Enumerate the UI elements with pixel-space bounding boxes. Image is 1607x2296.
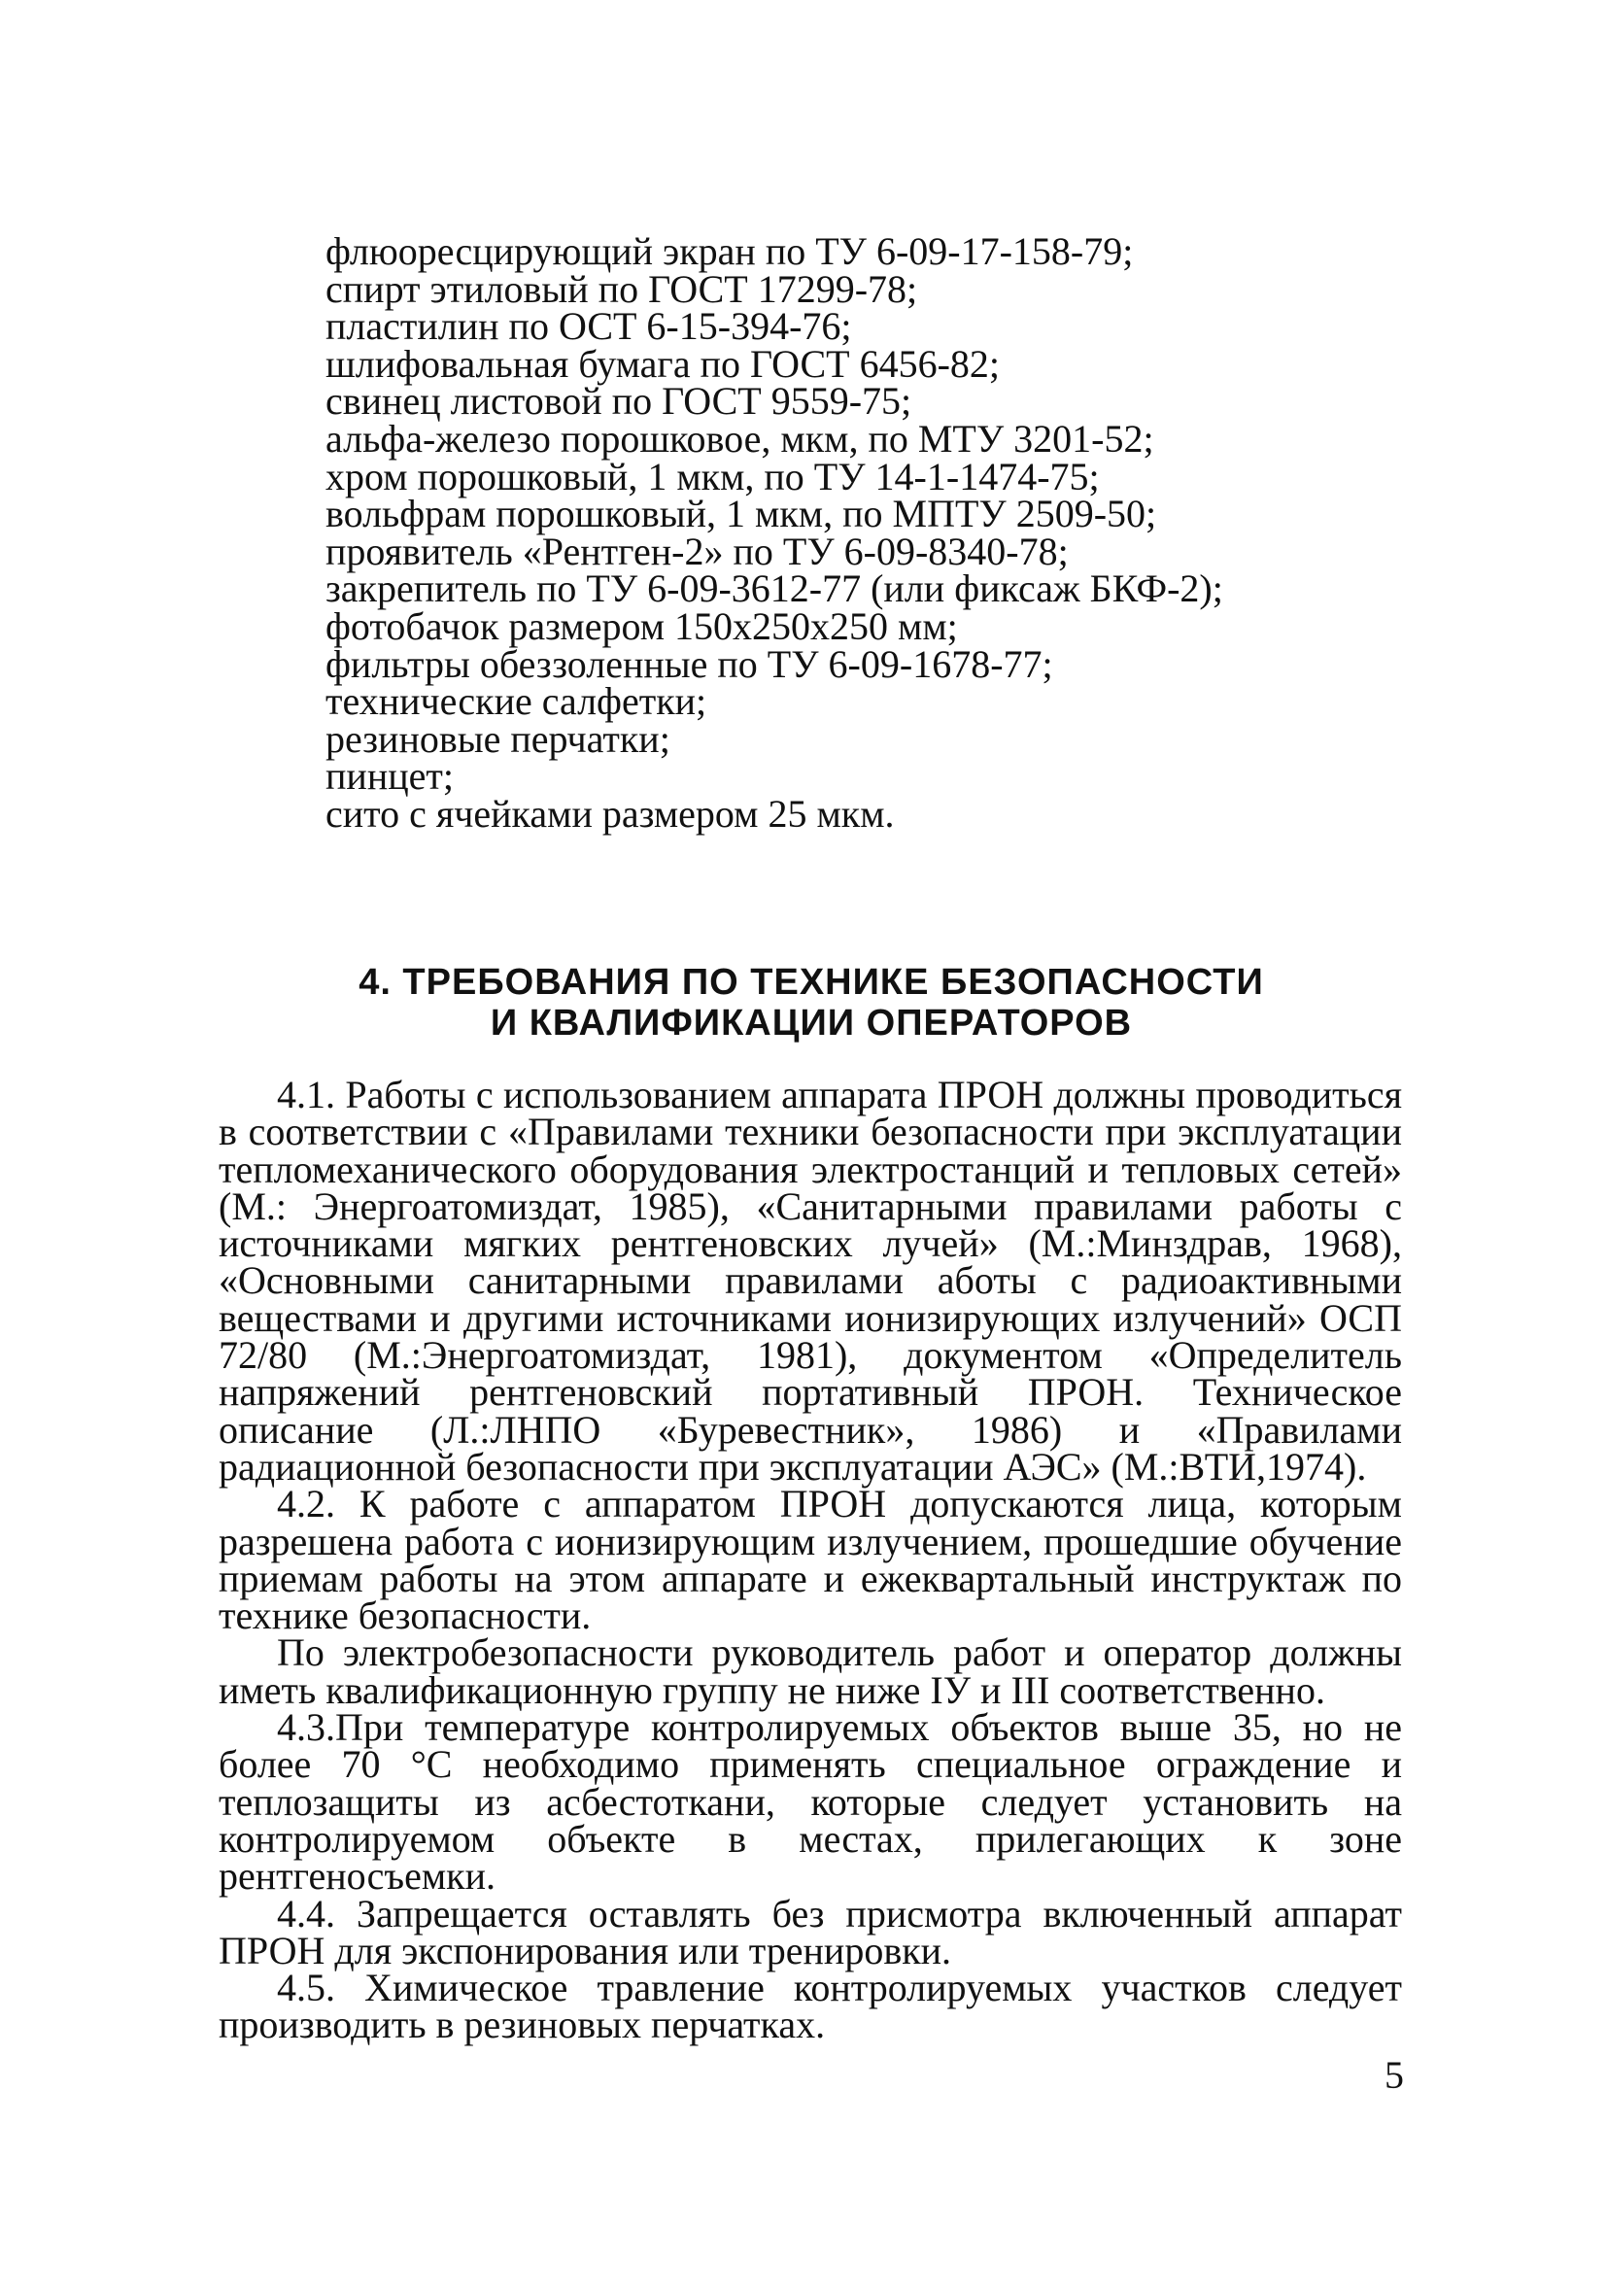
paragraph-4-5: 4.5. Химическое травление контролируемых участков следует производить в резиновых перчатках. <box>219 1966 1402 2047</box>
list-item: фотобачок размером 150х250х250 мм; <box>325 603 958 648</box>
list-item: сито с ячейками размером 25 мкм. <box>325 791 895 836</box>
list-item: вольфрам порошковый, 1 мкм, по МПТУ 2509-50; <box>325 492 1157 536</box>
list-item: хром порошковый, 1 мкм, по ТУ 14-1-1474-75; <box>325 454 1100 498</box>
list-item: технические салфетки; <box>325 679 707 724</box>
list-item: шлифовальная бумага по ГОСТ 6456-82; <box>325 341 1001 386</box>
list-item: свинец листовой по ГОСТ 9559-75; <box>325 379 912 424</box>
list-item: пинцет; <box>325 754 454 799</box>
list-item: пластилин по ОСТ 6-15-394-76; <box>325 304 852 349</box>
paragraph-electrical-safety: По электробезопасности руководитель работ и оператор должны иметь квалификационную группу не ниже IУ и III соответственно. <box>219 1630 1402 1712</box>
list-item: закрепитель по ТУ 6-09-3612-77 (или фиксаж БКФ-2); <box>325 566 1223 611</box>
materials-list <box>325 229 1394 836</box>
list-item: фильтры обеззоленные по ТУ 6-09-1678-77; <box>325 641 1053 686</box>
paragraph-4-2: 4.2. К работе с аппаратом ПРОН допускаются лица, которым разрешена работа с ионизирующим излучением, прошедшие обучение приемам работы на этом аппарате и ежеквартальный инструктаж по технике безопасности. <box>219 1482 1402 1638</box>
list-item: альфа-железо порошковое, мкм, по МТУ 3201-52; <box>325 416 1154 461</box>
list-item: спирт этиловый по ГОСТ 17299-78; <box>325 266 918 311</box>
list-item: проявитель «Рентген-2» по ТУ 6-09-8340-78; <box>325 529 1069 573</box>
section-heading-line2: И КВАЛИФИКАЦИИ ОПЕРАТОРОВ <box>490 1003 1133 1044</box>
page-number: 5 <box>1385 2053 1404 2097</box>
paragraph-4-4: 4.4. Запрещается оставлять без присмотра включенный аппарат ПРОН для экспонирования или тренировки. <box>219 1891 1402 1972</box>
list-item: резиновые перчатки; <box>325 716 670 761</box>
section-heading <box>219 962 1404 1044</box>
paragraph-4-3: 4.3.При температуре контролируемых объектов выше 35, но не более 70 °С необходимо применять специальное ограждение и теплозащиты из асбестоткани, которые следует установить на контролируемом объекте в местах, прилегающих к зоне рентгеносъемки. <box>219 1705 1402 1899</box>
list-item: флюоресцирующий экран по ТУ 6-09-17-158-79; <box>325 229 1134 273</box>
section-body <box>219 1073 1402 2047</box>
paragraph-4-1: 4.1. Работы с использованием аппарата ПРОН должны проводиться в соответствии с «Правилами техники безопасности при эксплуатации тепломеханического оборудования электростанций и тепловых сетей» (М.: Энергоатомиздат, 1985), «Санитарными правилами работы с источниками мягких рентгеновских лучей» (М.:Минздрав, 1968), «Основными санитарными правилами аботы с радиоактивными веществами и другими источниками ионизирующих излучений» ОСП 72/80 (М.:Энергоатомиздат, 1981), документом «Определитель напряжений рентгеновский портативный ПРОН. Техническое описание (Л.:ЛНПО «Буревестник», 1986) и «Правилами радиационной безопасности при эксплуатации АЭС» (М.:ВТИ,1974). <box>219 1073 1402 1489</box>
section-heading-line1: 4. ТРЕБОВАНИЯ ПО ТЕХНИКЕ БЕЗОПАСНОСТИ <box>359 962 1264 1003</box>
